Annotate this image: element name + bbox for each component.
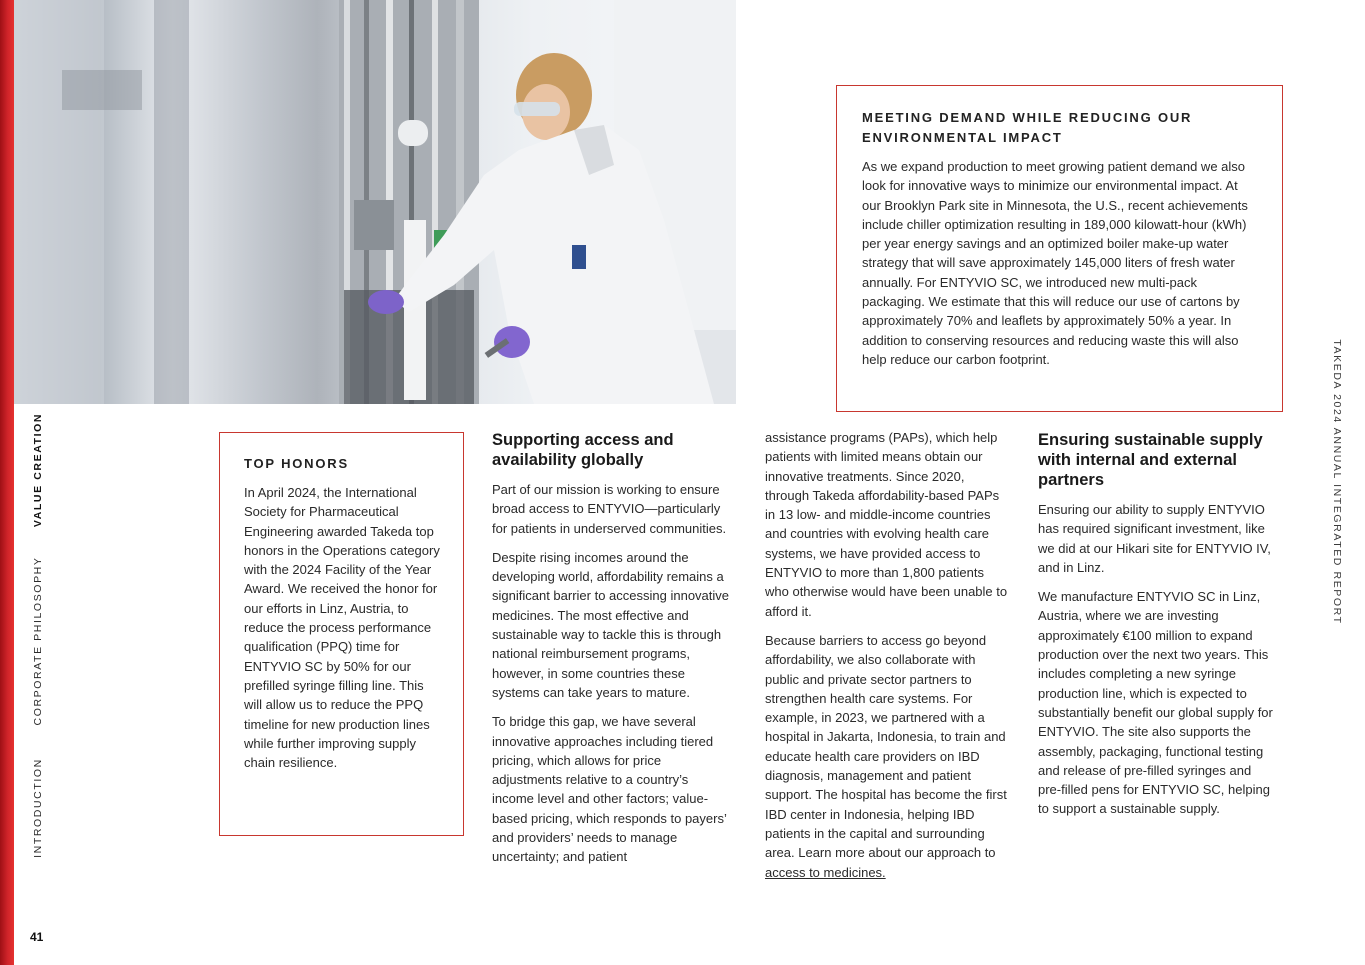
lab-scientist-photo [14, 0, 736, 404]
access-continued-column [765, 428, 1011, 892]
access-paragraph-3: To bridge this gap, we have several innovative approaches including tiered pricing, which allows for price adjustments relative to a country’s income level and other factors; value-based pricing, which responds to payers’ and providers’ needs to manage uncertainty; and patient [492, 714, 727, 865]
nav-value-creation[interactable]: VALUE CREATION [32, 412, 44, 528]
access-continued-paragraph-1: assistance programs (PAPs), which help patients with limited means obtain our innovative treatments. Since 2020, through Takeda affordability-based PAPs in 13 low- and middle-income countries and countries with evolving health care systems, we have provided access to ENTYVIO to more than 1,800 patients who otherwise would have been unable to afford it. [765, 430, 1008, 619]
supply-column [1038, 430, 1276, 829]
access-column [492, 430, 730, 877]
brand-red-bar [0, 0, 14, 965]
access-paragraph-1: Part of our mission is working to ensure broad access to ENTYVIO—particularly for patients in underserved communities. [492, 482, 727, 536]
access-paragraph-2: Despite rising incomes around the developing world, affordability remains a significant barrier to accessing innovative medicines. The most effective and sustainable way to tackle this is through national reimbursement programs, however, in some countries these systems can take years to mature. [492, 549, 730, 700]
access-to-medicines-link[interactable]: access to medicines. [765, 864, 886, 880]
access-continued-text: Because barriers to access go beyond affordability, we also collaborate with public and private sector partners to strengthen health care systems. For example, in 2023, we partnered with a hospital in Jakarta, Indonesia, to train and educate health care providers on IBD diagnosis, management and patient support. The hospital has become the first IBD center in Indonesia, helping IBD patients in the capital and surrounding area. Learn more about our approach to [765, 632, 1007, 861]
demand-box-title: MEETING DEMAND WHILE REDUCING OUR ENVIRONMENTAL IMPACT [862, 110, 1193, 145]
report-title-vertical: TAKEDA 2024 ANNUAL INTEGRATED REPORT [1331, 339, 1343, 625]
supply-paragraph-1: Ensuring our ability to supply ENTYVIO has required significant investment, like we did at our Hikari site for ENTYVIO IV, and in Linz. [1038, 502, 1271, 575]
nav-introduction[interactable]: INTRODUCTION [32, 758, 44, 858]
supply-paragraph-2: We manufacture ENTYVIO SC in Linz, Austria, where we are investing approximately €100 million to expand production over the next two years. This includes completing a new syringe production line, which is expected to substantially benefit our global supply for ENTYVIO. The site also supports the assembly, packaging, functional testing and release of pre-filled syringes and pre-filled pens for ENTYVIO SC, helping to support a sustainable supply. [1038, 589, 1273, 817]
nav-corporate-philosophy[interactable]: CORPORATE PHILOSOPHY [32, 556, 44, 726]
access-heading: Supporting access and availability globally [492, 431, 674, 469]
top-honors-box [219, 432, 464, 836]
demand-box [836, 85, 1283, 412]
supply-heading: Ensuring sustainable supply with internal and external partners [1038, 431, 1263, 489]
demand-box-body: As we expand production to meet growing patient demand we also look for innovative ways to minimize our environmental impact. At our Brooklyn Park site in Minnesota, the U.S., recent achievements include chiller optimization resulting in 189,000 kilowatt-hour (kWh) per year energy savings and an optimized boiler make-up water strategy that will save approximately 145,000 liters of fresh water annually. For ENTYVIO SC, we introduced new multi-pack packaging. We estimate that this will reduce our use of cartons by approximately 70% and leaflets by approximately 50% a year. In addition to conserving resources and reducing waste this will also help reduce our carbon footprint. [862, 159, 1248, 367]
top-honors-body: In April 2024, the International Society for Pharmaceutical Engineering awarded Takeda top honors in the Operations category with the 2024 Facility of the Year Award. We received the honor for our efforts in Linz, Austria, to reduce the process performance qualification (PPQ) time for ENTYVIO SC by 50% for our prefilled syringe filling line. This will allow us to reduce the PPQ timeline for new production lines while further improving supply chain resilience. [244, 485, 440, 771]
top-honors-title: TOP HONORS [244, 456, 349, 471]
access-continued-paragraph-2 [765, 631, 1011, 882]
page-number: 41 [30, 930, 44, 944]
